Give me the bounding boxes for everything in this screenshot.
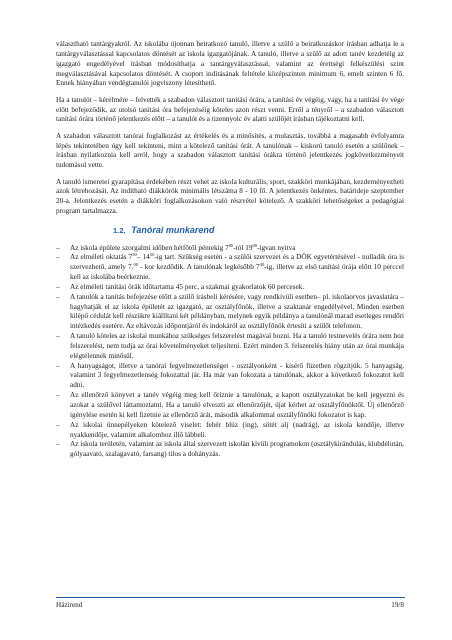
time-superscript: 40 [259, 262, 265, 268]
rule-text: - kor kezdődik. A tanulónak legkésőbb 7 [138, 263, 260, 272]
rule-item [56, 421, 404, 441]
footer-divider [56, 597, 405, 598]
time-superscript: 00 [252, 242, 258, 248]
rule-item [56, 391, 404, 421]
footer-title: Házirend [56, 601, 83, 609]
dash-bullet: – [56, 420, 60, 429]
page-number: 19/8 [391, 601, 404, 609]
time-superscript: 00 [228, 242, 234, 248]
dash-bullet: – [56, 243, 60, 252]
paragraph-ertekeles: A szabadon választott tanórai foglalkozást az értékelés és a minősítés, a mulasztás, továbbá a magasabb évfolyamra lépés tekintetében úgy kell tekinteni, mint a kötelező tanítási órát. A tanulónak – kiskorú tanuló esetén a szülőnek – írásban nyilatkoznia kell arról, hogy a szabadon választott tanítási órákra történő jelentkezés jogkövetkezményeit tudomásul vette. [56, 131, 404, 170]
rule-text: Az elméleti tanítási órák időtartama 45 perc, a szakmai gyakorlatok 60 percesek. [70, 282, 305, 291]
section-title: Tanórai munkarend [131, 224, 215, 235]
rule-text: Az elméleti oktatás 7 [70, 253, 133, 262]
rule-text: Az ellenőrző könyvet a tanév végéig meg kell őriznie a tanulónak, a kapott osztályzatokat be kell jegyezni és azokat a szülővel láttamoztatni. Ha a tanuló elveszti az ellenőrzőjét, újat kérhet az osztályfőnöktől. Új ellenőrző igénylése esetén ki kell fizetnie az ellenőrző árát, második alkalommal osztályfőnöki fokozatot is kap. [70, 391, 404, 419]
rule-item [56, 332, 404, 362]
rule-text: Az iskolai ünnepélyeken kötelező viselet: fehér blúz (ing), sötét alj (nadrág), az iskola kendője, illetve nyakkendője, valamint alkalomhoz illő lábbeli. [70, 420, 404, 439]
rule-text: – 14 [136, 253, 150, 262]
dash-bullet: – [56, 332, 60, 341]
rule-text: -tól 19 [233, 243, 253, 252]
rule-item [56, 440, 404, 460]
section-heading [113, 224, 404, 237]
paragraph-reszvetel: Ha a tanulót – kérelmére – felvették a szabadon választott tanítási órára, a tanítási év végéig, vagy, ha a tanítási év vége előtt befejeződik, az utolsó tanítási óra befejezéséig köteles azon részt venni. Erről a tényről – a szabadon választott tanítási órára történő jelentkezés előtt – a tanulót és a tizennyolc év alatti szülőjét írásban tájékoztatni kell. [56, 95, 404, 124]
rules-list [56, 244, 404, 461]
rule-item [56, 244, 404, 254]
rule-text: Az iskola épülete szorgalmi időben hétfőtől péntekig 7 [70, 243, 229, 252]
time-superscript: 00 [133, 262, 139, 268]
rule-item [56, 293, 404, 332]
page-content [56, 40, 404, 460]
dash-bullet: – [56, 292, 60, 301]
dash-bullet: – [56, 361, 60, 370]
time-superscript: 50 [132, 252, 137, 258]
rule-text: A hanyagságot, illetve a tanórai fegyelmezetlenséget - osztályonként - kísérő füzetben rögzítjük. 5 hanyagság, valamint 3 fegyelmezetlenség fokozattal jár. Ha már van fokozata a tanulónak, akkor a következő fokozatot kell adni. [70, 361, 404, 390]
rule-text: A tanuló köteles az iskolai munkához szükséges felszerelést magával hozni. Ha a tanuló testnevelés órára nem hoz felszerelést, nem tudja az órai követelményeket teljesíteni. Ezért minden 3. felszerelés hiány után az órai munkája elégtelennek minősül. [70, 332, 404, 360]
paragraph-diakkorok: A tanuló ismeretei gyarapítása érdekében részt vehet az iskola kulturális, sport, szakköri munkájában, kezdeményezheti azok létrehozását. Az indítható diákkörök minimális létszáma 8 - 10 fő. A jelentkezés önkéntes, határideje szeptember 20-a. Jelentkezés esetén a diákköri foglalkozásokon való részvétel kötelező. A szakköri lehetőségeket a pedagógiai program tartalmazza. [56, 177, 404, 216]
rule-item [56, 283, 404, 293]
rule-text: -igvan nyitva [257, 243, 296, 252]
paragraph-tantargyvalasztas: választható tantárgyakról. Az iskolába újonnan beiratkozó tanuló, illetve a szülő a beiratkozáskor írásban adhatja le a tantárgyválasztással kapcsolatos döntését az iskola igazgatójának. A tanuló, illetve a szülő az adott tanév kezdetéig az igazgató engedélyével írásban módosíthatja a tantárgyválasztással, valamint az érettségi felkészülési szint megválasztásával kapcsolatos döntését. A csoport indításának feltétele középszinten minimum 6, emelt szinten 6 fő. Ennek hiányában vendégtanulói jogviszony létesíthető. [56, 40, 404, 88]
dash-bullet: – [56, 253, 60, 262]
rule-text: -ig, illetve az első tanítási órája előtt 10 perccel kell az iskolába beérkeznie. [70, 263, 405, 282]
rule-text: Az iskola területén, valamint az iskola által szervezett iskolán kívüli programokon (osztálykirándulás, klubdélután, gólyaavató, szalagavató, farsang) tilos a dohányzás. [70, 440, 404, 459]
time-superscript: 50 [149, 252, 155, 258]
rule-item [56, 253, 404, 283]
rule-text: -ig tart. Szükség esetén - a szülői szervezet és a DÖK egyetértésével - nulladik óra is szervezhető, amely 7. [70, 253, 405, 272]
section-number: 1.2. [113, 225, 126, 235]
dash-bullet: – [56, 282, 60, 291]
dash-bullet: – [56, 440, 60, 449]
rule-text: A tanulók a tanítás befejezése előtt a szülő írásbeli kérésére, vagy rendkívüli esetben– pl. iskolaorvos javaslatára – hagyhatják el az iskola épületét az igazgató, az osztályfőnök, illetve a szaktanár engedélyével. Minden esetben kilépő cédulát kell részükre kiállítani két példányban, melynek egyik példánya a tanulónál marad esetleges rendőri intézkedés esetére. Az eltávozás időpontjáról és indokáról az osztályfőnök értesíti a szülőt telefonon. [70, 292, 404, 331]
dash-bullet: – [56, 391, 60, 400]
rule-item [56, 362, 404, 392]
